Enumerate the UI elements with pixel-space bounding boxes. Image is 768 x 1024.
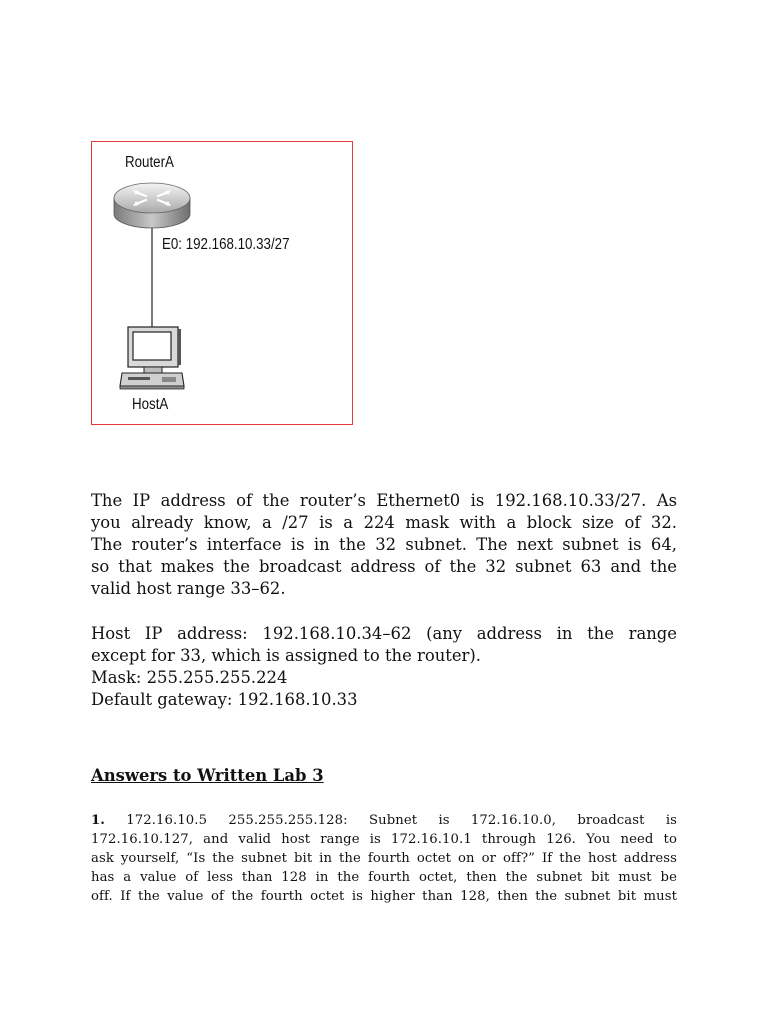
mask-line: Mask: 255.255.255.224: [91, 668, 288, 687]
network-diagram: [91, 141, 353, 425]
paragraph-line: except for 33, which is assigned to the router).: [91, 646, 481, 665]
paragraph-line: you already know, a /27 is a 224 mask with a block size of 32.: [91, 513, 677, 532]
host-label: HostA: [132, 396, 169, 413]
diagram-graphics: [92, 142, 354, 426]
workstation-icon: [120, 327, 184, 389]
answer-line: 172.16.10.127, and valid host range is 172.16.10.1 through 126. You need to: [91, 832, 677, 847]
paragraph-line: valid host range 33–62.: [91, 579, 286, 598]
answer-number: 1.: [91, 813, 105, 828]
router-icon: [114, 183, 190, 228]
answer-line: ask yourself, “Is the subnet bit in the fourth octet on or off?” If the host address: [91, 851, 677, 866]
interface-label: E0: 192.168.10.33/27: [162, 236, 290, 253]
paragraph-line: Host IP address: 192.168.10.34–62 (any address in the range: [91, 624, 677, 643]
gateway-line: Default gateway: 192.168.10.33: [91, 690, 358, 709]
paragraph-line: so that makes the broadcast address of the 32 subnet 63 and the: [91, 557, 677, 576]
router-label: RouterA: [125, 154, 174, 171]
explanation-paragraph: [91, 490, 677, 600]
answer-line: off. If the value of the fourth octet is higher than 128, then the subnet bit must: [91, 889, 677, 904]
host-ip-paragraph: [91, 623, 677, 667]
answer-text: 172.16.10.5 255.255.255.128: Subnet is 172.16.10.0, broadcast is: [126, 813, 678, 828]
answer-line: has a value of less than 128 in the fourth octet, then the subnet bit must be: [91, 870, 677, 885]
section-heading: Answers to Written Lab 3: [91, 766, 324, 785]
paragraph-line: The router’s interface is in the 32 subnet. The next subnet is 64,: [91, 535, 677, 554]
answer-line: [91, 811, 677, 830]
answer-1: [91, 811, 677, 906]
paragraph-line: The IP address of the router’s Ethernet0 is 192.168.10.33/27. As: [91, 491, 677, 510]
